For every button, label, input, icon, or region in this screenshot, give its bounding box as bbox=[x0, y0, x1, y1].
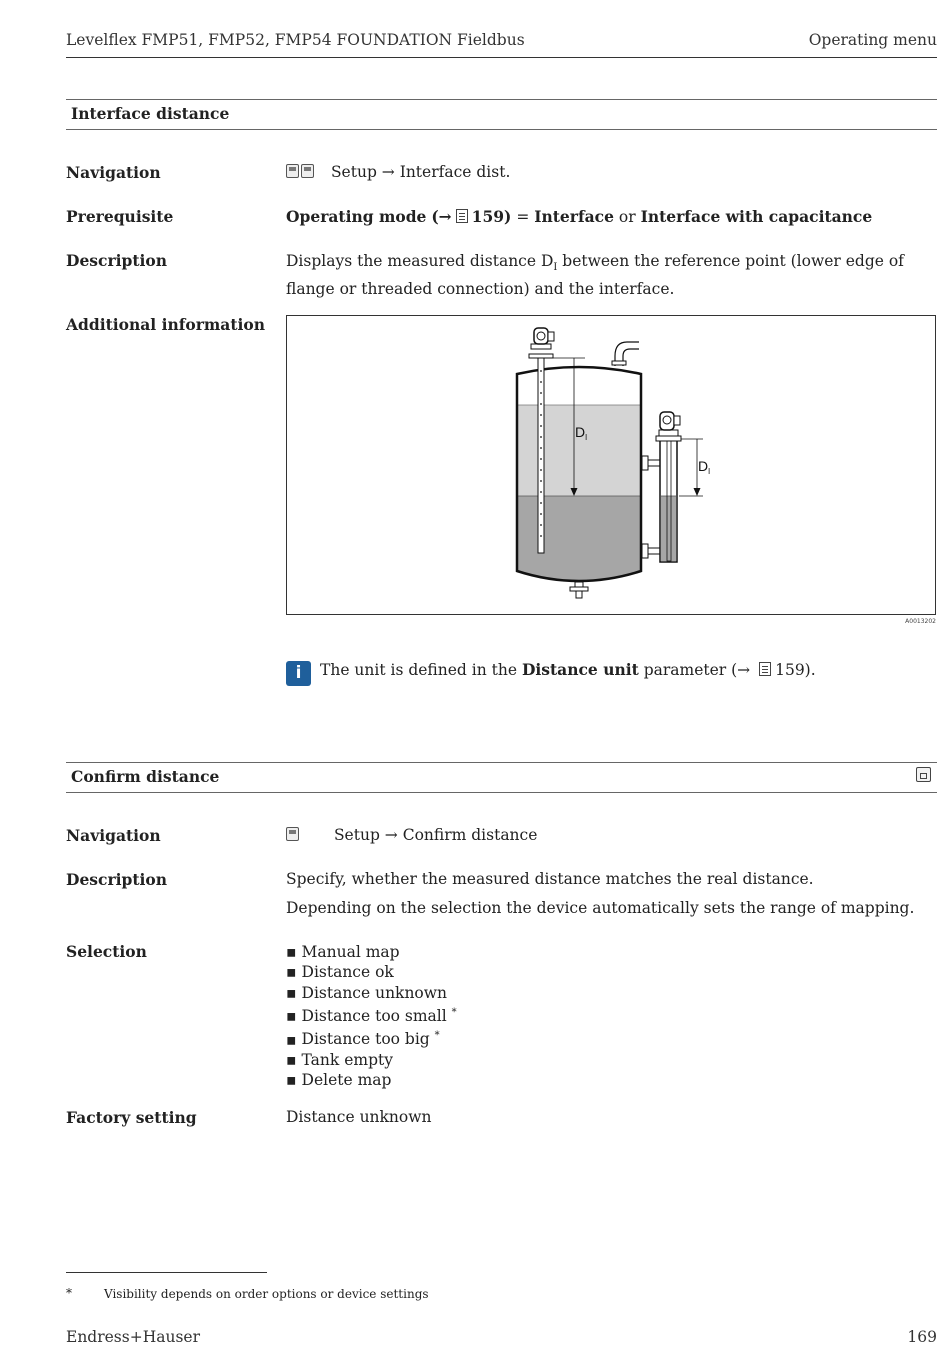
selection-item-label: Tank empty bbox=[301, 1050, 393, 1069]
section-rule-top bbox=[66, 762, 937, 763]
prereq-or: or bbox=[618, 208, 636, 226]
page-ref-icon bbox=[456, 209, 468, 223]
expert-menu-icon bbox=[286, 164, 299, 178]
navigation-path-text: Setup → Interface dist. bbox=[330, 163, 511, 181]
info-note bbox=[320, 660, 816, 679]
selection-item-label: Manual map bbox=[301, 943, 400, 961]
selection-item-label: Distance ok bbox=[301, 963, 394, 982]
selection-item-label: Delete map bbox=[301, 1071, 392, 1090]
section-rule-bottom bbox=[66, 129, 937, 130]
note-page-link[interactable]: 159). bbox=[775, 661, 816, 679]
description-text bbox=[286, 251, 926, 299]
prereq-eq: = bbox=[516, 208, 530, 226]
navigation-path bbox=[286, 826, 537, 844]
header-rule bbox=[66, 57, 937, 58]
section-rule-bottom bbox=[66, 792, 937, 793]
info-icon: i bbox=[286, 661, 311, 686]
additional-info-label: Additional information bbox=[66, 315, 266, 334]
footnote-mark: * bbox=[66, 1286, 72, 1300]
prereq-page-link[interactable]: 159) bbox=[471, 207, 512, 226]
section-rule-top bbox=[66, 99, 937, 100]
prerequisite-label: Prerequisite bbox=[66, 207, 174, 226]
page-ref-icon bbox=[759, 662, 771, 676]
description-text-2: Depending on the selection the device automatically sets the range of mapping. bbox=[286, 899, 915, 917]
description-part: Displays the measured distance D bbox=[286, 252, 554, 270]
figure-id: A0013202 bbox=[905, 618, 936, 625]
prereq-ref: (→ bbox=[431, 207, 452, 226]
note-part: The unit is defined in the bbox=[320, 661, 522, 679]
selection-item-label: Distance unknown bbox=[301, 983, 448, 1002]
description-text-1: Specify, whether the measured distance matches the real distance. bbox=[286, 870, 814, 888]
label-di-tank: D bbox=[575, 424, 586, 440]
navigation-path-text: Setup → Confirm distance bbox=[333, 826, 538, 844]
selection-item bbox=[286, 942, 457, 962]
description-subscript: I bbox=[553, 262, 558, 274]
prerequisite-text bbox=[286, 207, 872, 226]
footnote-rule bbox=[66, 1272, 267, 1273]
prereq-option-interface-capacitance: Interface with capacitance bbox=[640, 207, 873, 226]
prereq-param: Operating mode bbox=[286, 207, 427, 226]
description-part: between the reference point (lower edge of flange or threaded connection) and the interface. bbox=[286, 252, 904, 298]
prereq-option-interface: Interface bbox=[534, 207, 614, 226]
note-param: Distance unit bbox=[521, 660, 639, 679]
description-label: Description bbox=[66, 870, 168, 889]
navigation-path bbox=[286, 163, 510, 181]
operating-menu-icon bbox=[286, 827, 299, 841]
page-number: 169 bbox=[907, 1328, 937, 1346]
header-section: Operating menu bbox=[808, 31, 937, 49]
footnote-marker: * bbox=[451, 1006, 457, 1018]
navigation-label: Navigation bbox=[66, 163, 161, 182]
description-label: Description bbox=[66, 251, 168, 270]
navigation-label: Navigation bbox=[66, 826, 161, 845]
selection-item-label: Distance too big bbox=[301, 1030, 430, 1049]
label-di-bypass-sub: I bbox=[708, 467, 711, 476]
label-di-tank-sub: I bbox=[585, 433, 588, 442]
selection-item bbox=[286, 962, 457, 982]
section-title-interface-distance: Interface distance bbox=[71, 104, 230, 123]
selection-item bbox=[286, 1050, 457, 1070]
figure-frame bbox=[286, 315, 936, 615]
probe-rod bbox=[538, 358, 544, 553]
tank-diagram bbox=[287, 316, 935, 614]
note-part: parameter (→ bbox=[638, 661, 756, 679]
footer-brand: Endress+Hauser bbox=[66, 1328, 200, 1346]
selection-item-label: Distance too small bbox=[301, 1007, 447, 1026]
footnote-text: Visibility depends on order options or device settings bbox=[104, 1287, 429, 1301]
selection-item bbox=[286, 1003, 457, 1026]
selection-item bbox=[286, 983, 457, 1003]
operating-menu-icon bbox=[301, 164, 314, 178]
footnote-marker: * bbox=[434, 1030, 440, 1042]
section-title-confirm-distance: Confirm distance bbox=[71, 767, 220, 786]
selection-item bbox=[286, 1070, 457, 1090]
selection-list bbox=[286, 942, 457, 1090]
label-di-bypass: D bbox=[698, 458, 709, 474]
selection-label: Selection bbox=[66, 942, 147, 961]
factory-setting-label: Factory setting bbox=[66, 1108, 197, 1127]
factory-setting-value: Distance unknown bbox=[286, 1108, 432, 1126]
lock-icon bbox=[916, 767, 931, 782]
header-title: Levelflex FMP51, FMP52, FMP54 FOUNDATION Fieldbus bbox=[66, 31, 525, 49]
selection-item bbox=[286, 1026, 457, 1049]
